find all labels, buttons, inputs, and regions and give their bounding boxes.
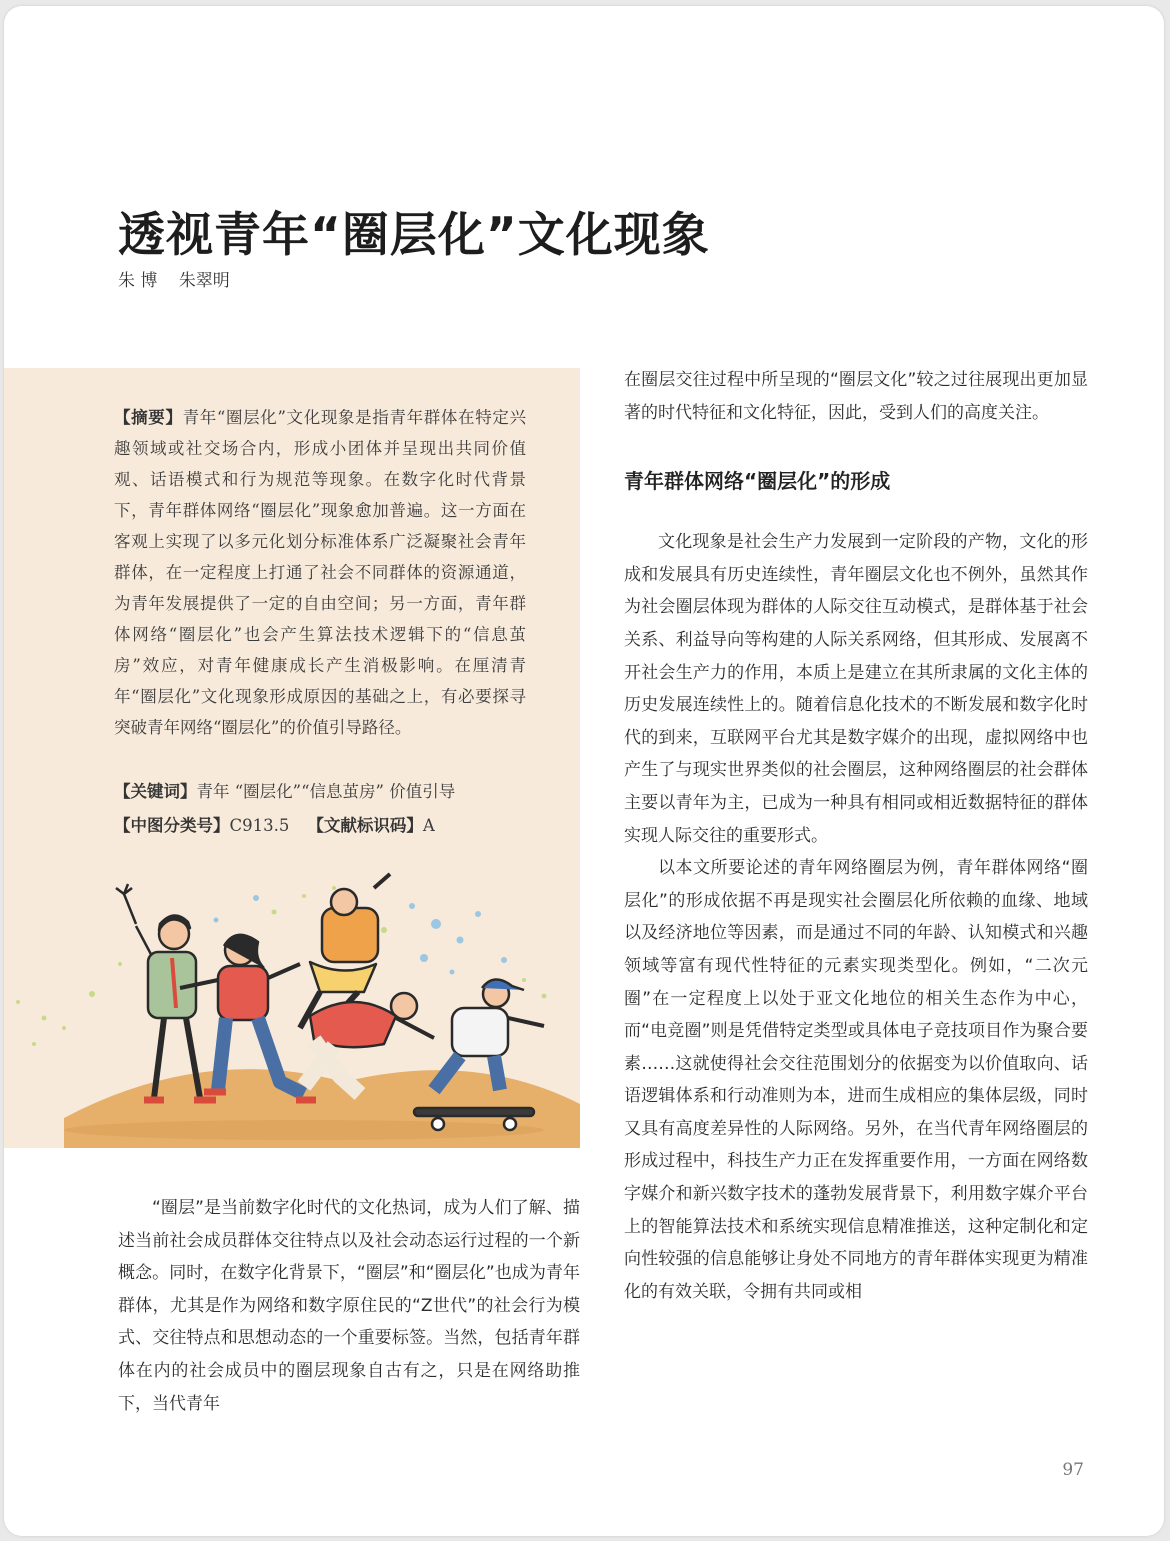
body-paragraph-2: 以本文所要论述的青年网络圈层为例，青年群体网络“圈层化”的形成依据不再是现实社会圈层化所依赖的血缘、地域以及经济地位等因素，而是通过不同的年龄、认知模式和兴趣领域等富有现代性特征的元素实现类型化。例如，“二次元圈”在一定程度上以处于亚文化地位的相关生态作为中心，而“电竞圈”则是凭借特定类型或具体电子竞技项目作为聚合要素……这就使得社会交往范围划分的依据变为以价值取向、话语逻辑体系和行动准则为本，进而生成相应的集体层级，同时又具有高度差异性的人际网络。另外，在当代青年网络圈层的形成过程中，科技生产力正在发挥重要作用，一方面在网络数字媒介和新兴数字技术的蓬勃发展背景下，利用数字媒介平台上的智能算法技术和系统实现信息精准推送，这种定制化和定向性较强的信息能够让身处不同地方的青年群体实现更为精准化的有效关联，令拥有共同或相 — [624, 858, 1088, 1302]
figure-skateboarder — [414, 979, 544, 1130]
illustration-young-people — [4, 868, 580, 1148]
left-column-body — [118, 1192, 580, 1420]
authors — [118, 266, 230, 291]
doc-code-label: 【文献标识码】 — [307, 816, 423, 835]
abstract-panel — [4, 368, 580, 1148]
clc-number: C913.5 — [229, 816, 290, 835]
document-page — [4, 6, 1164, 1536]
clc-label: 【中图分类号】 — [114, 816, 230, 835]
abstract-text: 青年“圈层化”文化现象是指青年群体在特定兴趣领域或社交场合内，形成小团体并呈现出共同价值观、话语模式和行为规范等现象。在数字化时代背景下，青年群体网络“圈层化”现象愈加普遍。这一方面在客观上实现了以多元化划分标准体系广泛凝聚社会青年群体，在一定程度上打通了社会不同群体的资源通道，为青年发展提供了一定的自由空间；另一方面，青年群体网络“圈层化”也会产生算法技术逻辑下的“信息茧房”效应，对青年健康成长产生消极影响。在厘清青年“圈层化”文化现象形成原因的基础之上，有必要探寻突破青年网络“圈层化”的价值引导路径。 — [114, 408, 527, 737]
classification-line — [114, 812, 534, 836]
right-column-body — [624, 364, 1088, 1308]
author-1: 朱 博 — [118, 271, 158, 291]
abstract — [114, 402, 526, 743]
intro-continuation: 在圈层交往过程中所呈现的“圈层文化”较之过往展现出更加显著的时代特征和文化特征，因此，受到人们的高度关注。 — [624, 370, 1088, 423]
doc-code: A — [422, 816, 435, 835]
article-title: 透视青年“圈层化”文化现象 — [118, 208, 710, 263]
intro-paragraph: “圈层”是当前数字化时代的文化热词，成为人们了解、描述当前社会成员群体交往特点以及社会动态运行过程的一个新概念。同时，在数字化背景下，“圈层”和“圈层化”也成为青年群体，尤其是作为网络和数字原住民的“Z世代”的社会行为模式、交往特点和思想动态的一个重要标签。当然，包括青年群体在内的社会成员中的圈层现象自古有之，只是在网络助推下，当代青年 — [118, 1198, 580, 1414]
abstract-label: 【摘要】 — [114, 408, 183, 427]
ground-shadow — [64, 1120, 544, 1140]
author-2: 朱翠明 — [178, 271, 230, 291]
section-heading: 青年群体网络“圈层化”的形成 — [624, 469, 891, 494]
keywords: 青年 “圈层化”“信息茧房” 价值引导 — [196, 782, 456, 801]
keywords-label: 【关键词】 — [114, 782, 197, 801]
page-number: 97 — [1062, 1460, 1084, 1480]
keywords-line — [114, 778, 534, 802]
body-paragraph-1: 文化现象是社会生产力发展到一定阶段的产物，文化的形成和发展具有历史连续性，青年圈层文化也不例外，虽然其作为社会圈层体现为群体的人际交往互动模式，是群体基于社会关系、利益导向等构建的人际关系网络，但其形成、发展离不开社会生产力的作用，本质上是建立在其所隶属的文化主体的历史发展连续性上的。随着信息化技术的不断发展和数字化时代的到来，互联网平台尤其是数字媒介的出现，虚拟网络中也产生了与现实世界类似的社会圈层，这种网络圈层的社会群体主要以青年为主，已成为一种具有相同或相近数据特征的群体实现人际交往的重要形式。 — [624, 532, 1088, 846]
figure-green-jacket — [116, 884, 216, 1100]
